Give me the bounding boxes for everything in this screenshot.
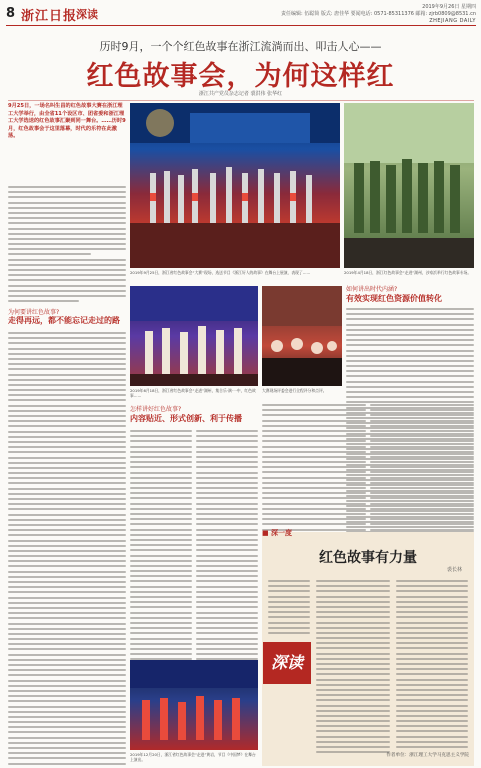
subhead-1: 走得再远，都不能忘记走过的路 bbox=[8, 316, 120, 325]
issue-contact: 责任编辑: 伍聪简 版式: 唐佳华 要闻电话: 0571-85311376 邮箱: zjrb0809@8531.cn bbox=[280, 11, 476, 17]
section-logo: 深读 bbox=[270, 653, 303, 672]
issue-date: 2019年9月26日 星期四 bbox=[422, 4, 476, 10]
headline: 红色故事会，为何这样红 bbox=[86, 61, 395, 92]
caption-2: 2019年4月18日，浙江红色故事会“走进”湖州，沙家浜举行红色故事专场。 bbox=[344, 270, 472, 275]
headline-rule bbox=[8, 100, 474, 101]
commentary-title: 红色故事有力量 bbox=[319, 550, 417, 566]
paper-name: 浙江日报 bbox=[21, 9, 78, 24]
stage-photo-1 bbox=[130, 103, 340, 268]
stage-photo-3 bbox=[130, 286, 258, 386]
subhead-question-1: 为何要讲红色故事? bbox=[8, 309, 60, 316]
kicker: 历时9月，一个个红色故事在浙江流淌而出、叩击人心—— bbox=[99, 40, 382, 53]
stage-photo-1-art bbox=[130, 103, 340, 268]
page-number: 8 bbox=[6, 6, 16, 21]
commentary-stamp: ■ 深一度 bbox=[262, 529, 293, 537]
body-column-1b bbox=[8, 332, 126, 768]
commentary-footer: 作者单位：浙江理工大学马克思主义学院 bbox=[386, 753, 469, 758]
caption-5: 2019年12月20日，浙江省红色故事会“走进”黄岩，节目《中国梦》在舞台上演出。 bbox=[130, 752, 256, 762]
audience-photo-art bbox=[262, 286, 342, 386]
caption-1: 2019年9月25日，浙江省红色故事会“大赛”现场，选送节目《浙江好人的故事》在舞台上展演，表现了…… bbox=[130, 270, 311, 275]
commentary-column-1 bbox=[316, 580, 390, 756]
stage-photo-5 bbox=[130, 660, 258, 750]
body-column-6 bbox=[370, 404, 474, 534]
audience-photo bbox=[262, 286, 342, 386]
section-tag: 深读 bbox=[76, 8, 98, 21]
byline: 浙江共产党员杂志记者 裘洪伟 张华红 bbox=[198, 91, 283, 97]
body-column-5 bbox=[262, 404, 366, 534]
caption-4: 大赛现场评委会进行全程评分和点评。 bbox=[262, 388, 327, 393]
stage-photo-2 bbox=[344, 103, 474, 268]
issue-web: ZHEJIANG DAILY bbox=[429, 18, 476, 24]
subhead-question-3: 如何讲出时代内涵? bbox=[346, 286, 398, 293]
issue-info bbox=[276, 4, 476, 25]
commentary-column-0 bbox=[268, 580, 310, 637]
caption-3: 2019年6月18日，浙江省红色故事会“走进”湖州，集合乐·满·一中，红色故事…… bbox=[130, 388, 256, 398]
subhead-3: 有效实现红色资源价值转化 bbox=[346, 294, 442, 303]
body-column-3 bbox=[196, 430, 258, 684]
commentary-column-2 bbox=[396, 580, 468, 751]
commentary-author: 裘长林 bbox=[446, 567, 462, 573]
body-column-1a bbox=[8, 186, 126, 305]
stage-photo-3-art bbox=[130, 286, 258, 386]
stage-photo-2-art bbox=[344, 103, 474, 268]
subhead-2: 内容贴近、形式创新、利于传播 bbox=[130, 414, 242, 423]
masthead bbox=[6, 4, 476, 26]
subhead-question-2: 怎样讲好红色故事? bbox=[130, 406, 182, 413]
stage-photo-5-art bbox=[130, 660, 258, 750]
lead-paragraph: 9月25日，一场名叫生昌的红色故事大赛在浙江理工大学举行，由全省11个设区市、团省委和浙江理工大学选送的红色故事汇聚到同一舞台。……历时9月，红色故事会于这里落幕，时代的乐符在此激荡。 bbox=[8, 103, 126, 140]
